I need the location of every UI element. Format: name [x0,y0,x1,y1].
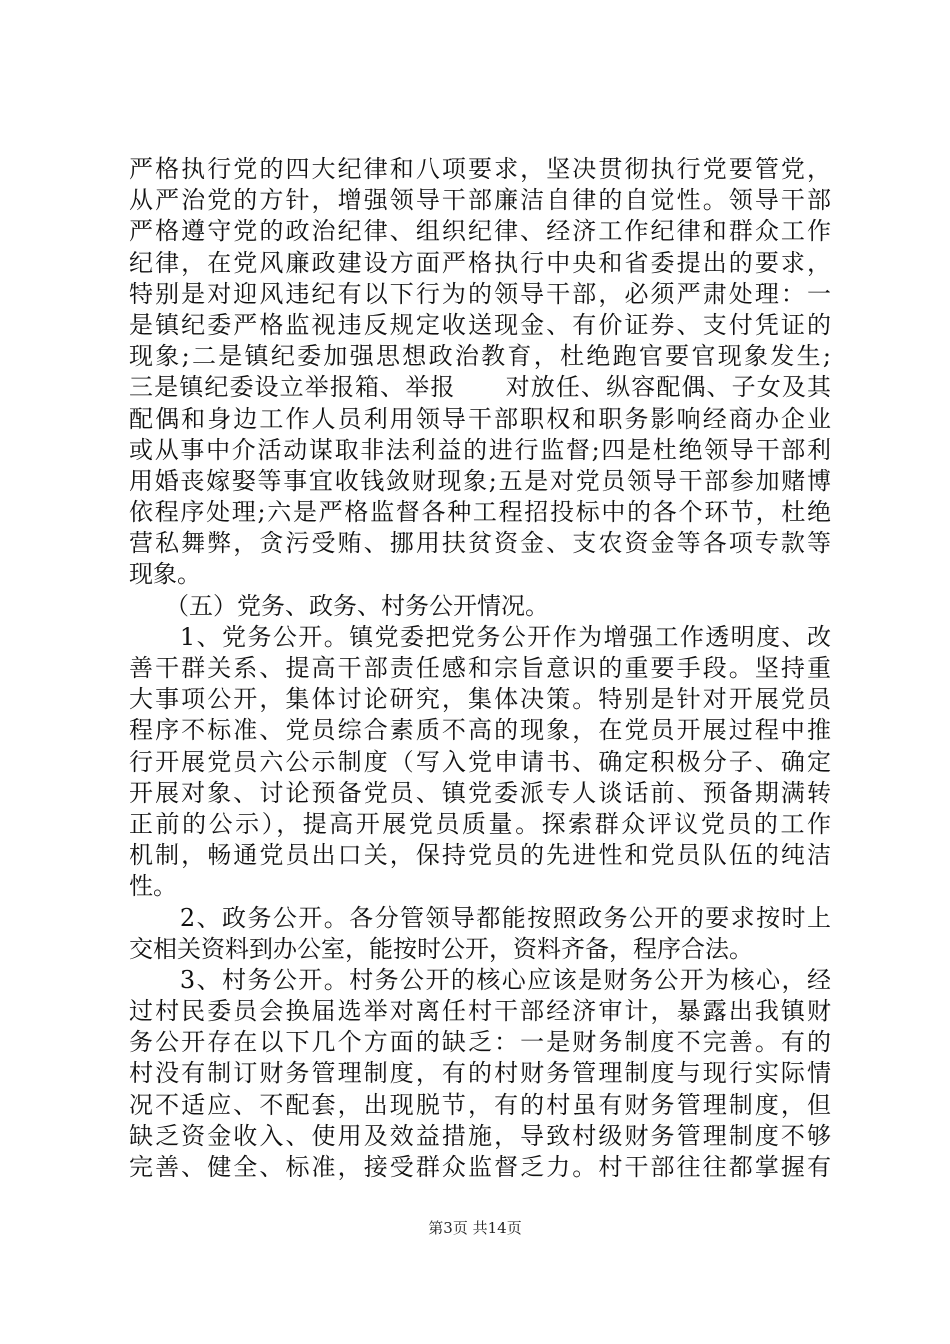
text-line: 务公开存在以下几个方面的缺乏：一是财务制度不完善。有的 [129,1028,831,1057]
text-line: 行开展党员六公示制度（写入党申请书、确定积极分子、确定 [129,747,831,776]
document-body [129,154,831,1183]
text-line: 大事项公开，集体讨论研究，集体决策。特别是针对开展党员 [129,685,831,714]
text-line: 三是镇纪委设立举报箱、举报 对放任、纵容配偶、子女及其 [129,373,831,402]
text-line: 2、政务公开。各分管领导都能按照政务公开的要求按时上 [129,903,831,932]
text-line: 完善、健全、标准，接受群众监督乏力。村干部往往都掌握有 [129,1153,831,1181]
text-line: 程序不标准、党员综合素质不高的现象，在党员开展过程中推 [129,716,831,745]
text-line: 村没有制订财务管理制度，有的村财务管理制度与现行实际情 [129,1059,831,1088]
text-line: 是镇纪委严格监视违反规定收送现金、有价证券、支付凭证的 [129,310,831,339]
page-number-footer: 第3页 共14页 [428,1219,522,1237]
text-line: 缺乏资金收入、使用及效益措施，导致村级财务管理制度不够 [129,1121,831,1150]
text-line: 善干群关系、提高干部责任感和宗旨意识的重要手段。坚持重 [129,654,831,682]
text-line: 现象;二是镇纪委加强思想政治教育，杜绝跑官要官现象发生; [129,342,831,371]
text-line: 或从事中介活动谋取非法利益的进行监督;四是杜绝领导干部利 [129,435,831,464]
text-line: 过村民委员会换届选举对离任村干部经济审计，暴露出我镇财 [129,997,831,1026]
text-line: 交相关资料到办公室，能按时公开，资料齐备，程序合法。 [129,934,753,963]
text-line: 况不适应、不配套，出现脱节，有的村虽有财务管理制度，但 [129,1090,831,1119]
text-line: 开展对象、讨论预备党员、镇党委派专人谈话前、预备期满转 [129,778,831,807]
text-line: 纪律，在党风廉政建设方面严格执行中央和省委提出的要求， [129,248,831,277]
text-line: 依程序处理;六是严格监督各种工程招投标中的各个环节，杜绝 [129,498,831,527]
text-line: 特别是对迎风违纪有以下行为的领导干部，必须严肃处理：一 [129,279,831,308]
text-line: 现象。 [129,560,201,589]
text-line: 1、党务公开。镇党委把党务公开作为增强工作透明度、改 [129,622,831,651]
text-line: 3、村务公开。村务公开的核心应该是财务公开为核心，经 [129,965,831,994]
text-line: 机制，畅通党员出口关，保持党员的先进性和党员队伍的纯洁 [129,841,831,870]
text-line: 严格执行党的四大纪律和八项要求，坚决贯彻执行党要管党， [129,155,831,183]
text-line: 严格遵守党的政治纪律、组织纪律、经济工作纪律和群众工作 [129,217,831,246]
text-line: 配偶和身边工作人员利用领导干部职权和职务影响经商办企业 [129,404,831,433]
text-line: 用婚丧嫁娶等事宜收钱敛财现象;五是对党员领导干部参加赌博 [129,466,831,495]
section-heading: （五）党务、政务、村务公开情况。 [129,591,549,620]
text-line: 营私舞弊，贪污受贿、挪用扶贫资金、支农资金等各项专款等 [129,529,831,558]
text-line: 正前的公示），提高开展党员质量。探索群众评议党员的工作 [129,809,831,838]
text-line: 从严治党的方针，增强领导干部廉洁自律的自觉性。领导干部 [129,186,831,215]
text-line: 性。 [129,872,177,901]
